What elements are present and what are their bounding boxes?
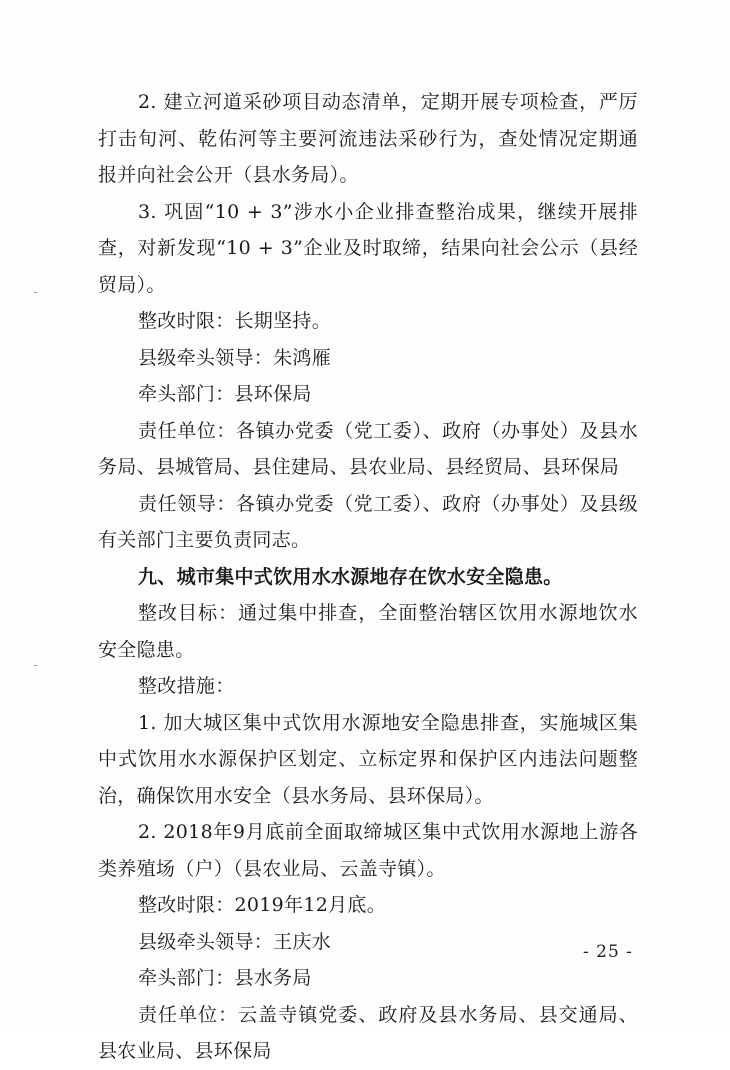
page-number: - 25 -: [583, 942, 633, 962]
paragraph-measures-label: 整改措施：: [138, 675, 235, 697]
paragraph-deadline: 整改时限：长期坚持。: [138, 310, 332, 332]
paragraph-county-leader: 县级牵头领导：朱鸿雁: [138, 346, 332, 369]
paragraph-deadline-2: 整改时限：2019年12月底。: [138, 894, 387, 916]
document-body: [98, 84, 638, 1070]
paragraph-county-leader-2: 县级牵头领导：王庆水: [138, 930, 332, 953]
paragraph-measure-2b: 2. 2018年9月底前全面取缔城区集中式饮用水源地上游各类养殖场（户）（县农业局、云盖寺镇）。: [98, 821, 638, 880]
paragraph-responsible-units: 责任单位：各镇办党委（党工委）、政府（办事处）及县水务局、县城管局、县住建局、县农业局、县经贸局、县环保局: [98, 419, 638, 478]
scan-margin-mark: [34, 292, 37, 293]
paragraph-rectification-goal: 整改目标：通过集中排查，全面整治辖区饮用水源地饮水安全隐患。: [98, 602, 638, 661]
paragraph-lead-department: 牵头部门：县环保局: [138, 383, 312, 405]
paragraph-measure-3: 3. 巩固“10 + 3”涉水小企业排查整治成果，继续开展排查，对新发现“10 + 3”企业及时取缔，结果向社会公示（县经贸局）。: [98, 200, 638, 296]
paragraph-responsible-units-2: 责任单位：云盖寺镇党委、政府及县水务局、县交通局、县农业局、县环保局: [98, 1003, 638, 1062]
paragraph-responsible-leaders: 责任领导：各镇办党委（党工委）、政府（办事处）及县级有关部门主要负责同志。: [98, 492, 638, 551]
paragraph-lead-department-2: 牵头部门：县水务局: [138, 967, 312, 989]
scan-margin-mark: [34, 665, 37, 666]
section-heading-nine: 九、城市集中式饮用水水源地存在饮水安全隐患。: [138, 565, 563, 588]
paragraph-measure-1: 1. 加大城区集中式饮用水源地安全隐患排查，实施城区集中式饮用水水源保护区划定、立标定界和保护区内违法问题整治，确保饮用水安全（县水务局、县环保局）。: [98, 711, 638, 807]
paragraph-measure-2: 2. 建立河道采砂项目动态清单，定期开展专项检查，严厉打击旬河、乾佑河等主要河流违法采砂行为，查处情况定期通报并向社会公开（县水务局）。: [98, 91, 638, 186]
